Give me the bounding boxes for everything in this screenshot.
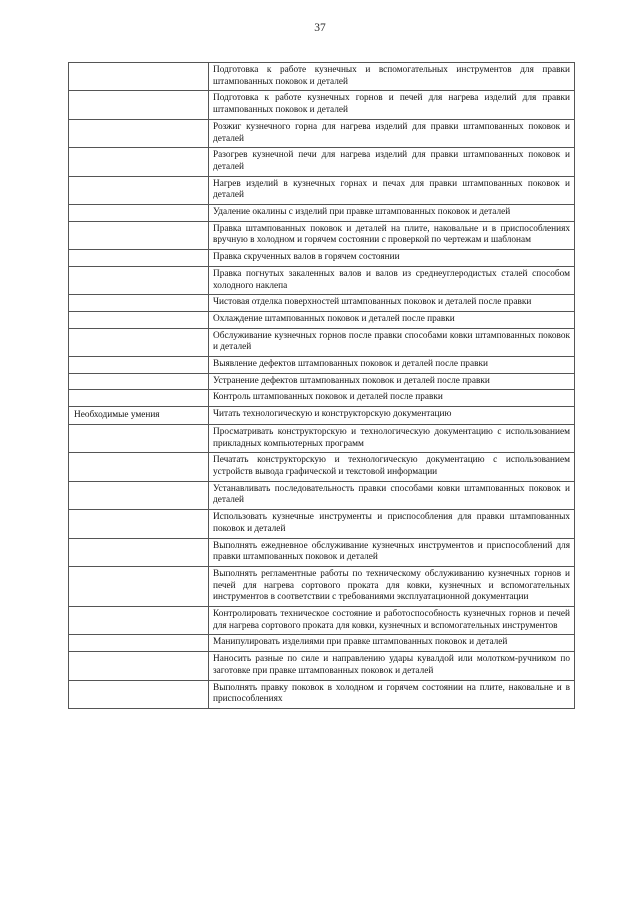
row-label-cell (69, 176, 209, 204)
row-content-cell: Выполнять регламентные работы по техническому обслуживанию кузнечных горнов и печей для нагрева сортового проката для ковки, кузнечных и вспомогательных инструментов в соответствии с требованиями эксплуатационной документации (209, 566, 575, 606)
table-row (69, 510, 575, 538)
table-row (69, 680, 575, 708)
row-label-cell (69, 119, 209, 147)
row-content-cell: Правка погнутых закаленных валов и валов из среднеуглеродистых сталей способом холодного наклепа (209, 266, 575, 294)
table-row (69, 221, 575, 249)
row-content-cell: Читать технологическую и конструкторскую документацию (209, 407, 575, 425)
row-content-cell: Правка скрученных валов в горячем состоянии (209, 250, 575, 267)
table-row (69, 635, 575, 652)
row-label-cell (69, 250, 209, 267)
row-label-cell (69, 266, 209, 294)
table-row (69, 148, 575, 176)
row-content-cell: Охлаждение штампованных поковок и деталей после правки (209, 311, 575, 328)
row-label-cell (69, 424, 209, 452)
row-label-cell (69, 205, 209, 222)
row-label-cell (69, 373, 209, 390)
row-content-cell: Контроль штампованных поковок и деталей после правки (209, 390, 575, 407)
table-row (69, 311, 575, 328)
row-label-cell (69, 607, 209, 635)
row-label-cell (69, 538, 209, 566)
row-label-cell (69, 680, 209, 708)
table-row (69, 424, 575, 452)
table-row (69, 652, 575, 680)
table-row (69, 328, 575, 356)
row-label-cell (69, 63, 209, 91)
table-row (69, 607, 575, 635)
table-row (69, 250, 575, 267)
row-content-cell: Печатать конструкторскую и технологическую документацию с использованием устройств вывода графической и текстовой информации (209, 453, 575, 481)
table-row (69, 295, 575, 312)
table-body (69, 63, 575, 709)
row-content-cell: Выполнять правку поковок в холодном и горячем состоянии на плите, наковальне и в приспособлениях (209, 680, 575, 708)
row-content-cell: Подготовка к работе кузнечных и вспомогательных инструментов для правки штампованных поковок и деталей (209, 63, 575, 91)
table-row (69, 566, 575, 606)
row-content-cell: Использовать кузнечные инструменты и приспособления для правки штампованных поковок и деталей (209, 510, 575, 538)
table-row (69, 119, 575, 147)
row-content-cell: Разогрев кузнечной печи для нагрева изделий для правки штампованных поковок и деталей (209, 148, 575, 176)
table-row-section-header (69, 407, 575, 425)
row-label-cell (69, 652, 209, 680)
row-label-cell (69, 566, 209, 606)
table-row (69, 176, 575, 204)
row-content-cell: Контролировать техническое состояние и работоспособность кузнечных горнов и печей для нагрева сортового проката для ковки, кузнечных и вспомогательных инструментов (209, 607, 575, 635)
row-label-cell (69, 221, 209, 249)
row-content-cell: Устанавливать последовательность правки способами ковки штампованных поковок и деталей (209, 481, 575, 509)
row-label-cell (69, 91, 209, 119)
professional-standard-table (68, 62, 575, 709)
table-row (69, 373, 575, 390)
row-content-cell: Устранение дефектов штампованных поковок и деталей после правки (209, 373, 575, 390)
table-row (69, 390, 575, 407)
row-label-cell (69, 390, 209, 407)
row-label-cell (69, 311, 209, 328)
table-row (69, 63, 575, 91)
row-content-cell: Подготовка к работе кузнечных горнов и печей для нагрева изделий для правки штампованных поковок и деталей (209, 91, 575, 119)
row-content-cell: Выполнять ежедневное обслуживание кузнечных инструментов и приспособлений для правки штампованных поковок и деталей (209, 538, 575, 566)
row-content-cell: Манипулировать изделиями при правке штампованных поковок и деталей (209, 635, 575, 652)
table-row (69, 453, 575, 481)
row-label-cell (69, 635, 209, 652)
row-label-cell (69, 453, 209, 481)
row-label-cell (69, 357, 209, 374)
table-row (69, 538, 575, 566)
table-row (69, 357, 575, 374)
row-content-cell: Удаление окалины с изделий при правке штампованных поковок и деталей (209, 205, 575, 222)
page-number: 37 (314, 22, 326, 34)
table-row (69, 481, 575, 509)
row-content-cell: Просматривать конструкторскую и технологическую документацию с использованием прикладных компьютерных программ (209, 424, 575, 452)
row-content-cell: Обслуживание кузнечных горнов после правки способами ковки штампованных поковок и деталей (209, 328, 575, 356)
row-label-cell (69, 510, 209, 538)
row-content-cell: Нагрев изделий в кузнечных горнах и печах для правки штампованных поковок и деталей (209, 176, 575, 204)
row-label-cell (69, 295, 209, 312)
row-content-cell: Правка штампованных поковок и деталей на плите, наковальне и в приспособлениях вручную в холодном и горячем состоянии с проверкой по чертежам и шаблонам (209, 221, 575, 249)
table-row (69, 91, 575, 119)
row-label-cell (69, 148, 209, 176)
row-content-cell: Розжиг кузнечного горна для нагрева изделий для правки штампованных поковок и деталей (209, 119, 575, 147)
row-content-cell: Чистовая отделка поверхностей штампованных поковок и деталей после правки (209, 295, 575, 312)
row-content-cell: Наносить разные по силе и направлению удары кувалдой или молотком-ручником по заготовке при правке штампованных поковок и деталей (209, 652, 575, 680)
row-label-cell: Необходимые умения (69, 407, 209, 425)
table-row (69, 266, 575, 294)
row-label-cell (69, 328, 209, 356)
row-label-cell (69, 481, 209, 509)
row-content-cell: Выявление дефектов штампованных поковок и деталей после правки (209, 357, 575, 374)
table-row (69, 205, 575, 222)
